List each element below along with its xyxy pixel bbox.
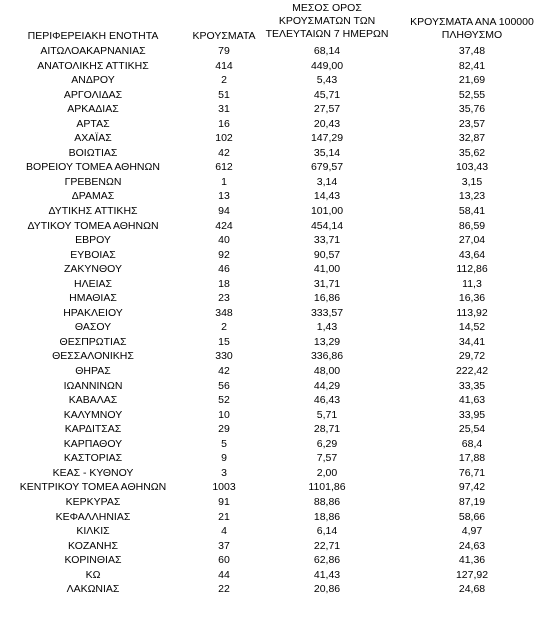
cases-table (0, 44, 552, 597)
per100k-cell: 52,55 (458, 88, 486, 101)
per100k-cell: 97,42 (458, 481, 486, 494)
table-row (0, 306, 552, 321)
per100k-cell: 3,15 (461, 175, 483, 188)
table-row (0, 422, 552, 437)
table-row (0, 277, 552, 292)
cases-cell: 3 (221, 466, 227, 479)
cases-cell: 52 (218, 394, 230, 407)
table-row (0, 553, 552, 568)
per100k-cell: 33,35 (458, 379, 486, 392)
cases-cell: 46 (218, 263, 230, 276)
region-cell: ΚΑΡΠΑΘΟΥ (63, 437, 123, 450)
region-cell: ΚΕΑΣ - ΚΥΘΝΟΥ (52, 466, 134, 479)
region-cell: ΗΛΕΙΑΣ (73, 277, 112, 290)
avg7-cell: 41,43 (313, 568, 341, 581)
region-cell: ΔΥΤΙΚΗΣ ΑΤΤΙΚΗΣ (48, 205, 138, 218)
table-row (0, 495, 552, 510)
per100k-cell: 86,59 (458, 219, 486, 232)
cases-cell: 2 (221, 321, 227, 334)
table-row (0, 262, 552, 277)
header-cases: ΚΡΟΥΣΜΑΤΑ (192, 30, 256, 42)
cases-cell: 9 (221, 452, 227, 465)
avg7-cell: 3,14 (316, 175, 338, 188)
cases-cell: 1003 (212, 481, 236, 494)
region-cell: ΚΑΣΤΟΡΙΑΣ (63, 452, 123, 465)
cases-cell: 37 (218, 539, 230, 552)
region-cell: ΕΒΡΟΥ (75, 234, 111, 247)
table-row (0, 320, 552, 335)
cases-cell: 5 (221, 437, 227, 450)
region-cell: ΗΜΑΘΙΑΣ (69, 292, 117, 305)
header-avg-line2: ΚΡΟΥΣΜΑΤΩΝ ΤΩΝ (278, 15, 376, 27)
cases-cell: 15 (218, 335, 230, 348)
region-cell: ΙΩΑΝΝΙΝΩΝ (63, 379, 123, 392)
avg7-cell: 5,43 (316, 74, 338, 87)
table-row (0, 117, 552, 132)
per100k-cell: 21,69 (458, 74, 486, 87)
cases-cell: 2 (221, 74, 227, 87)
avg7-cell: 333,57 (310, 306, 344, 319)
table-row (0, 59, 552, 74)
table-row (0, 73, 552, 88)
region-cell: ΑΡΚΑΔΙΑΣ (67, 103, 119, 116)
per100k-cell: 222,42 (455, 365, 489, 378)
table-row (0, 349, 552, 364)
cases-cell: 414 (215, 59, 233, 72)
cases-cell: 424 (215, 219, 233, 232)
avg7-cell: 46,43 (313, 394, 341, 407)
avg7-cell: 44,29 (313, 379, 341, 392)
per100k-cell: 4,97 (461, 525, 483, 538)
per100k-cell: 43,64 (458, 248, 486, 261)
table-row (0, 524, 552, 539)
avg7-cell: 22,71 (313, 539, 341, 552)
table-row (0, 146, 552, 161)
cases-cell: 79 (218, 45, 230, 57)
region-cell: ΕΥΒΟΙΑΣ (70, 248, 116, 261)
per100k-cell: 58,41 (458, 205, 486, 218)
cases-cell: 10 (218, 408, 230, 421)
region-cell: ΗΡΑΚΛΕΙΟΥ (63, 306, 123, 319)
header-per-line2: ΠΛΗΘΥΣΜΟ (441, 29, 503, 41)
cases-cell: 94 (218, 205, 230, 218)
region-cell: ΖΑΚΥΝΘΟΥ (63, 263, 122, 276)
avg7-cell: 147,29 (310, 132, 344, 145)
avg7-cell: 31,71 (313, 277, 341, 290)
avg7-cell: 33,71 (313, 234, 341, 247)
table-row (0, 204, 552, 219)
avg7-cell: 336,86 (310, 350, 344, 363)
per100k-cell: 76,71 (458, 466, 486, 479)
avg7-cell: 2,00 (316, 466, 338, 479)
per100k-cell: 24,68 (458, 583, 486, 596)
table-row (0, 88, 552, 103)
avg7-cell: 41,00 (313, 263, 341, 276)
avg7-cell: 45,71 (313, 88, 341, 101)
table-row (0, 248, 552, 263)
cases-cell: 13 (218, 190, 230, 203)
per100k-cell: 37,48 (458, 45, 486, 57)
avg7-cell: 6,29 (316, 437, 338, 450)
cases-cell: 21 (218, 510, 230, 523)
region-cell: ΘΗΡΑΣ (75, 365, 111, 378)
table-row (0, 393, 552, 408)
table-row (0, 131, 552, 146)
cases-cell: 29 (218, 423, 230, 436)
table-row (0, 466, 552, 481)
cases-cell: 102 (215, 132, 233, 145)
per100k-cell: 11,3 (462, 277, 482, 290)
table-row (0, 44, 552, 59)
per100k-cell: 127,92 (455, 568, 489, 581)
region-cell: ΚΕΡΚΥΡΑΣ (65, 495, 121, 508)
region-cell: ΚΑΡΔΙΤΣΑΣ (64, 423, 122, 436)
per100k-cell: 24,63 (458, 539, 486, 552)
region-cell: ΑΡΓΟΛΙΔΑΣ (63, 88, 123, 101)
per100k-cell: 113,92 (456, 306, 488, 319)
avg7-cell: 679,57 (310, 161, 344, 174)
table-row (0, 102, 552, 117)
per100k-cell: 34,41 (458, 335, 486, 348)
avg7-cell: 62,86 (313, 554, 341, 567)
per100k-cell: 103,43 (455, 161, 489, 174)
table-row (0, 364, 552, 379)
table-row (0, 233, 552, 248)
cases-table-body (0, 44, 552, 597)
per100k-cell: 17,88 (458, 452, 486, 465)
region-cell: ΒΟΡΕΙΟΥ ΤΟΜΕΑ ΑΘΗΝΩΝ (26, 161, 160, 174)
cases-cell: 31 (218, 103, 230, 116)
cases-cell: 91 (218, 495, 230, 508)
table-row (0, 335, 552, 350)
avg7-cell: 7,57 (316, 452, 338, 465)
per100k-cell: 87,19 (458, 495, 486, 508)
cases-cell: 348 (215, 306, 233, 319)
avg7-cell: 1,43 (316, 321, 338, 334)
region-cell: ΛΑΚΩΝΙΑΣ (66, 583, 120, 596)
cases-cell: 42 (218, 365, 230, 378)
region-cell: ΑΡΤΑΣ (76, 117, 110, 130)
region-cell: ΚΑΒΑΛΑΣ (68, 394, 118, 407)
per100k-cell: 23,57 (458, 117, 486, 130)
cases-cell: 42 (218, 146, 230, 159)
per100k-cell: 27,04 (458, 234, 486, 247)
avg7-cell: 1101,86 (308, 481, 346, 494)
region-cell: ΒΟΙΩΤΙΑΣ (68, 146, 118, 159)
cases-cell: 56 (218, 379, 230, 392)
table-row (0, 539, 552, 554)
cases-cell: 60 (218, 554, 230, 567)
per100k-cell: 35,62 (458, 146, 486, 159)
avg7-cell: 454,14 (310, 219, 344, 232)
cases-cell: 51 (218, 88, 230, 101)
region-cell: ΚΙΛΚΙΣ (76, 525, 110, 538)
header-avg-line1: ΜΕΣΟΣ ΟΡΟΣ (292, 2, 362, 14)
table-row (0, 291, 552, 306)
cases-cell: 330 (215, 350, 233, 363)
per100k-cell: 41,36 (458, 554, 486, 567)
cases-cell: 44 (218, 568, 230, 581)
table-row (0, 437, 552, 452)
avg7-cell: 48,00 (313, 365, 341, 378)
table-row (0, 160, 552, 175)
region-cell: ΓΡΕΒΕΝΩΝ (64, 175, 122, 188)
table-row (0, 480, 552, 495)
avg7-cell: 20,86 (313, 583, 341, 596)
per100k-cell: 29,72 (458, 350, 486, 363)
per100k-cell: 68,4 (461, 437, 483, 450)
region-cell: ΑΝΑΤΟΛΙΚΗΣ ΑΤΤΙΚΗΣ (37, 59, 149, 72)
avg7-cell: 16,86 (313, 292, 341, 305)
region-cell: ΚΕΝΤΡΙΚΟΥ ΤΟΜΕΑ ΑΘΗΝΩΝ (19, 481, 167, 494)
cases-cell: 612 (215, 161, 233, 174)
avg7-cell: 88,86 (313, 495, 341, 508)
region-cell: ΚΕΦΑΛΛΗΝΙΑΣ (55, 510, 131, 523)
avg7-cell: 6,14 (316, 525, 338, 538)
avg7-cell: 5,71 (316, 408, 338, 421)
region-cell: ΚΟΖΑΝΗΣ (68, 539, 118, 552)
table-row (0, 510, 552, 525)
table-row (0, 582, 552, 597)
per100k-cell: 32,87 (458, 132, 486, 145)
header-region: ΠΕΡΙΦΕΡΕΙΑΚΗ ΕΝΟΤΗΤΑ (27, 30, 159, 42)
per100k-cell: 35,76 (458, 103, 486, 116)
cases-cell: 4 (221, 525, 227, 538)
header-avg-line3: ΤΕΛΕΥΤΑΙΩΝ 7 ΗΜΕΡΩΝ (265, 28, 389, 40)
per100k-cell: 13,23 (458, 190, 486, 203)
avg7-cell: 68,14 (313, 45, 341, 57)
per100k-cell: 25,54 (458, 423, 486, 436)
per100k-cell: 41,63 (458, 394, 486, 407)
region-cell: ΚΩ (85, 568, 101, 581)
avg7-cell: 449,00 (310, 59, 344, 72)
avg7-cell: 27,57 (313, 103, 341, 116)
region-cell: ΚΟΡΙΝΘΙΑΣ (64, 554, 122, 567)
avg7-cell: 14,43 (313, 190, 341, 203)
region-cell: ΑΧΑΪΑΣ (74, 132, 112, 145)
per100k-cell: 58,66 (458, 510, 486, 523)
avg7-cell: 18,86 (313, 510, 341, 523)
avg7-cell: 101,00 (310, 205, 344, 218)
region-cell: ΘΕΣΠΡΩΤΙΑΣ (59, 335, 127, 348)
region-cell: ΑΙΤΩΛΟΑΚΑΡΝΑΝΙΑΣ (40, 45, 146, 57)
header-avg-7days (262, 2, 392, 41)
region-cell: ΘΕΣΣΑΛΟΝΙΚΗΣ (52, 350, 134, 363)
avg7-cell: 90,57 (313, 248, 341, 261)
cases-cell: 16 (218, 117, 230, 130)
header-per-line1: ΚΡΟΥΣΜΑΤΑ ΑΝΑ 100000 (410, 16, 534, 28)
header-per-100k (392, 16, 552, 42)
per100k-cell: 33,95 (458, 408, 486, 421)
cases-cell: 23 (218, 292, 230, 305)
per100k-cell: 112,86 (456, 263, 488, 276)
region-cell: ΔΥΤΙΚΟΥ ΤΟΜΕΑ ΑΘΗΝΩΝ (27, 219, 159, 232)
table-row (0, 408, 552, 423)
table-row (0, 379, 552, 394)
cases-cell: 40 (218, 234, 230, 247)
region-cell: ΑΝΔΡΟΥ (71, 74, 115, 87)
avg7-cell: 13,29 (313, 335, 341, 348)
table-row (0, 451, 552, 466)
avg7-cell: 28,71 (313, 423, 341, 436)
per100k-cell: 82,41 (458, 59, 486, 72)
table-row (0, 219, 552, 234)
cases-cell: 22 (218, 583, 230, 596)
avg7-cell: 35,14 (313, 146, 341, 159)
cases-cell: 92 (218, 248, 230, 261)
avg7-cell: 20,43 (313, 117, 341, 130)
region-cell: ΔΡΑΜΑΣ (71, 190, 115, 203)
table-row (0, 189, 552, 204)
region-cell: ΚΑΛΥΜΝΟΥ (63, 408, 123, 421)
cases-cell: 18 (218, 277, 230, 290)
region-cell: ΘΑΣΟΥ (74, 321, 112, 334)
per100k-cell: 16,36 (458, 292, 486, 305)
cases-cell: 1 (221, 175, 227, 188)
per100k-cell: 14,52 (458, 321, 486, 334)
table-row (0, 568, 552, 583)
table-row (0, 175, 552, 190)
